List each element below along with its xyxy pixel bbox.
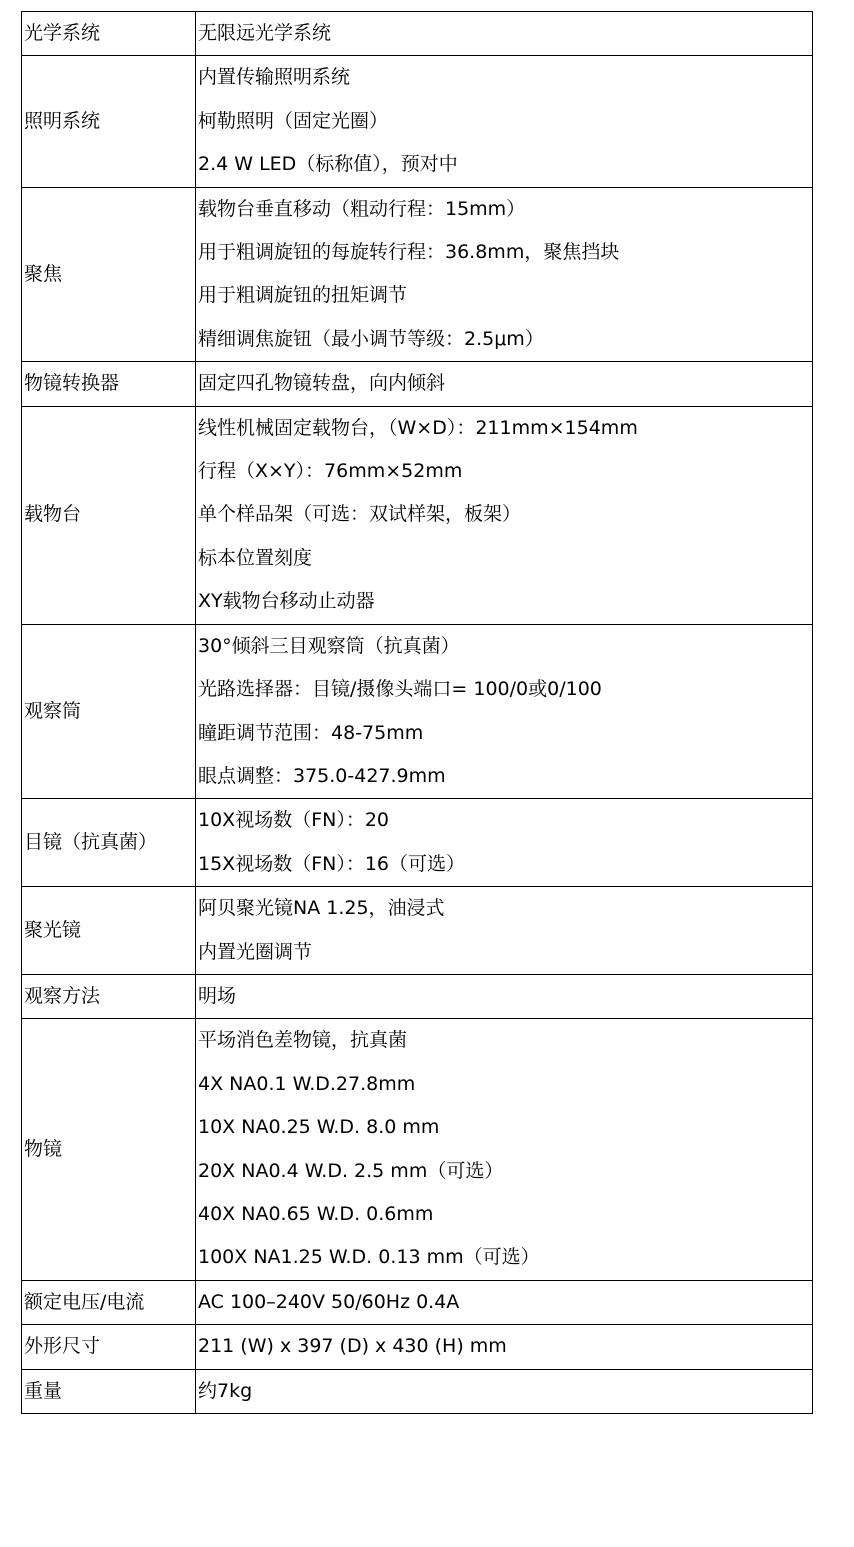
- spec-row: [22, 12, 813, 56]
- spec-value-line: 线性机械固定载物台，（W×D）：211mm×154mm: [198, 416, 638, 439]
- spec-value-cell: [196, 1369, 813, 1413]
- spec-label: 聚焦: [22, 187, 196, 362]
- spec-value-line: 阿贝聚光镜NA 1.25，油浸式: [198, 897, 445, 920]
- spec-value-cell: [196, 1019, 813, 1280]
- spec-label: 聚光镜: [22, 887, 196, 975]
- spec-row: [22, 624, 813, 799]
- spec-value-line: 平场消色差物镜，抗真菌: [198, 1029, 408, 1052]
- spec-value-cell: [196, 1280, 813, 1324]
- spec-value-line: 内置光圈调节: [198, 940, 313, 963]
- spec-row: [22, 1325, 813, 1369]
- spec-row: [22, 974, 813, 1018]
- spec-label: 额定电压/电流: [22, 1280, 196, 1324]
- spec-value-cell: [196, 887, 813, 975]
- spec-value-line: 4X NA0.1 W.D.27.8mm: [198, 1072, 416, 1095]
- spec-row: [22, 1369, 813, 1413]
- spec-value-cell: [196, 974, 813, 1018]
- spec-row: [22, 887, 813, 975]
- spec-value-line: XY载物台移动止动器: [198, 590, 375, 613]
- spec-value-line: 211 (W) x 397 (D) x 430 (H) mm: [198, 1335, 507, 1358]
- spec-value-cell: [196, 12, 813, 56]
- spec-value-line: 10X NA0.25 W.D. 8.0 mm: [198, 1116, 440, 1139]
- spec-label: 光学系统: [22, 12, 196, 56]
- spec-row: [22, 1019, 813, 1280]
- spec-row: [22, 406, 813, 624]
- spec-label: 物镜转换器: [22, 362, 196, 406]
- spec-value-line: 瞳距调节范围：48-75mm: [198, 721, 424, 744]
- spec-row: [22, 799, 813, 887]
- spec-value-line: 20X NA0.4 W.D. 2.5 mm（可选）: [198, 1159, 504, 1182]
- spec-value-line: 行程（X×Y）：76mm×52mm: [198, 460, 463, 483]
- spec-value-line: 单个样品架（可选：双试样架，板架）: [198, 503, 522, 526]
- spec-row: [22, 187, 813, 362]
- spec-label: 载物台: [22, 406, 196, 624]
- spec-value-line: 10X视场数（FN）：20: [198, 809, 390, 832]
- spec-value-line: 约7kg: [198, 1379, 253, 1402]
- spec-row: [22, 1280, 813, 1324]
- spec-value-line: 无限远光学系统: [198, 22, 332, 44]
- spec-value-line: 2.4 W LED（标称值），预对中: [198, 153, 458, 176]
- spec-value-line: 15X视场数（FN）：16（可选）: [198, 852, 466, 875]
- spec-value-line: 眼点调整：375.0-427.9mm: [198, 764, 446, 787]
- spec-label: 照明系统: [22, 56, 196, 187]
- spec-value-cell: [196, 187, 813, 362]
- spec-value-line: 40X NA0.65 W.D. 0.6mm: [198, 1202, 434, 1225]
- spec-value-cell: [196, 1325, 813, 1369]
- spec-table: [21, 11, 813, 1414]
- spec-value-line: 100X NA1.25 W.D. 0.13 mm（可选）: [198, 1246, 540, 1269]
- spec-value-line: 光路选择器：目镜/摄像头端口= 100/0或0/100: [198, 678, 602, 701]
- spec-value-line: 用于粗调旋钮的扭矩调节: [198, 284, 408, 307]
- spec-value-line: AC 100–240V 50/60Hz 0.4A: [198, 1290, 460, 1313]
- spec-value-line: 固定四孔物镜转盘，向内倾斜: [198, 372, 446, 395]
- spec-value-line: 内置传输照明系统: [198, 66, 351, 89]
- spec-value-line: 用于粗调旋钮的每旋转行程：36.8mm，聚焦挡块: [198, 241, 620, 264]
- spec-value-cell: [196, 362, 813, 406]
- spec-label: 观察方法: [22, 974, 196, 1018]
- spec-row: [22, 56, 813, 187]
- spec-row: [22, 362, 813, 406]
- spec-value-line: 30°倾斜三目观察筒（抗真菌）: [198, 634, 460, 657]
- spec-value-line: 标本位置刻度: [198, 546, 313, 569]
- spec-table-body: [22, 12, 813, 1414]
- spec-value-cell: [196, 799, 813, 887]
- spec-value-line: 明场: [198, 984, 237, 1007]
- spec-value-cell: [196, 406, 813, 624]
- spec-label: 外形尺寸: [22, 1325, 196, 1369]
- spec-label: 重量: [22, 1369, 196, 1413]
- spec-label: 观察筒: [22, 624, 196, 799]
- spec-value-cell: [196, 624, 813, 799]
- spec-value-line: 柯勒照明（固定光圈）: [198, 109, 389, 132]
- spec-value-line: 载物台垂直移动（粗动行程：15mm）: [198, 197, 526, 220]
- spec-label: 目镜（抗真菌）: [22, 799, 196, 887]
- spec-value-cell: [196, 56, 813, 187]
- spec-label: 物镜: [22, 1019, 196, 1280]
- spec-value-line: 精细调焦旋钮（最小调节等级：2.5μm）: [198, 327, 544, 350]
